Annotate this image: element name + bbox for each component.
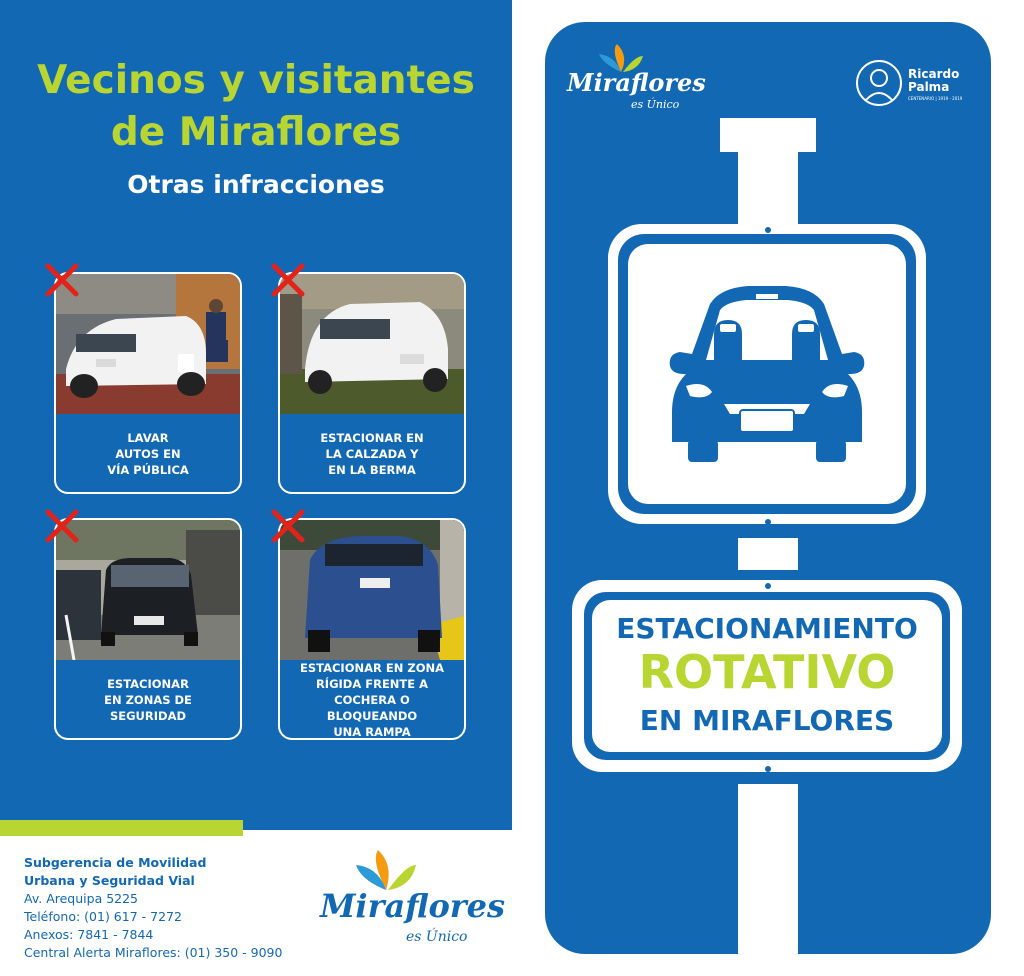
cross-mark-icon [44,508,80,544]
post-segment [738,152,798,224]
infraction-label: ESTACIONAR EN ZONA RÍGIDA FRENTE A COCHERA O BLOQUEANDO UNA RAMPA [300,661,444,739]
miraflores-logo [316,845,506,955]
logo-name: Miraflores [567,68,706,97]
ricardo-palma-logo [856,60,966,108]
infraction-label: ESTACIONAR EN ZONAS DE SEGURIDAD [104,677,192,723]
address: Av. Arequipa 5225 [24,891,139,906]
dept-line-2: Urbana y Seguridad Vial [24,873,195,888]
bolt-icon [765,766,771,772]
dept-line-1: Subgerencia de Movilidad [24,855,207,870]
miraflores-logo-small [565,42,705,122]
post-segment [738,784,798,954]
accent-bar [0,820,243,836]
alert-line: Central Alerta Miraflores: (01) 350 - 9090 [24,945,283,960]
contact-block [24,854,282,962]
cross-mark-icon [270,508,306,544]
photo-washing-car [56,274,240,414]
rp-name-line-1: Ricardo [908,67,960,81]
photo-suv-blocking-ramp [280,520,464,660]
photo-car-safety-zone [56,520,240,660]
cross-mark-icon [270,262,306,298]
subtitle: Otras infracciones [127,170,385,199]
bolt-icon [765,583,771,589]
logo-tagline: es Único [406,929,468,945]
portrait-icon [856,60,902,106]
sign-line-1: ESTACIONAMIENTO [616,612,918,645]
bolt-icon [765,227,771,233]
logo-tagline: es Único [631,98,680,111]
title-line-2: de Miraflores [110,110,402,155]
infraction-card-safety-zones [54,518,242,740]
post-cap [720,118,816,152]
infraction-card-rigid-zone [278,518,466,740]
phone: Teléfono: (01) 617 - 7272 [24,909,182,924]
infraction-card-wash-cars [54,272,242,494]
extensions: Anexos: 7841 - 7844 [24,927,154,942]
rp-sub: CENTENARIO | 1919 - 2019 [908,96,963,101]
rp-name-line-2: Palma [908,80,950,94]
logo-name: Miraflores [320,887,506,925]
sign-line-3: EN MIRAFLORES [639,704,895,737]
infraction-label: ESTACIONAR EN LA CALZADA Y EN LA BERMA [320,431,424,477]
infraction-label: LAVAR AUTOS EN VÍA PÚBLICA [107,431,189,477]
post-segment [738,538,798,570]
title-line-1: Vecinos y visitantes [37,58,475,103]
photo-car-on-berm [280,274,464,414]
sign-line-2: ROTATIVO [638,645,896,699]
car-icon [628,244,906,504]
bolt-icon [765,519,771,525]
infraction-card-park-on-street [278,272,466,494]
cross-mark-icon [44,262,80,298]
